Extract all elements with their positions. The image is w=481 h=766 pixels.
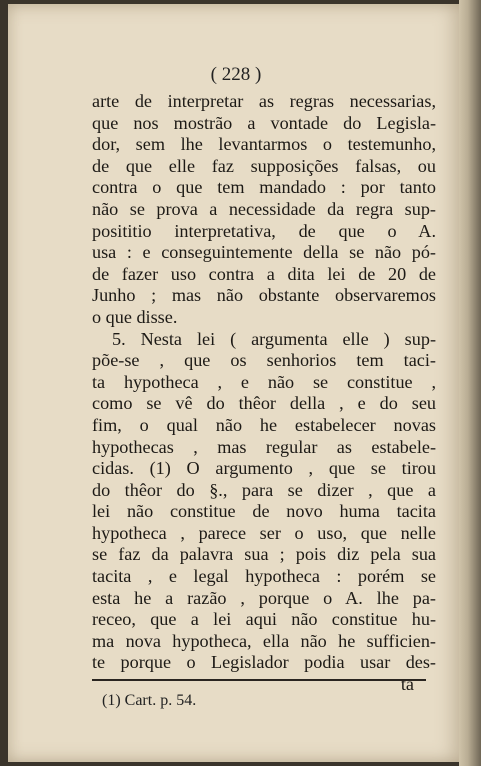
text-line: cidas. (1) O argumento , que se tirou bbox=[92, 458, 436, 479]
text-line: de que elle faz supposições falsas, ou bbox=[92, 155, 436, 176]
text-line: ta hypotheca , e não se constitue , bbox=[92, 371, 436, 392]
text-line: lei não constitue de novo huma tacita bbox=[92, 501, 436, 522]
text-line: não se prova a necessidade da regra sup- bbox=[92, 198, 436, 219]
text-line: contra o que tem mandado : por tanto bbox=[92, 177, 436, 198]
text-line: esta he a razão , porque o A. lhe pa- bbox=[92, 587, 436, 608]
footnote-rule bbox=[92, 679, 426, 681]
text-line: posititio interpretativa, de que o A. bbox=[92, 220, 436, 241]
text-line: se faz da palavra sua ; pois diz pela sua bbox=[92, 544, 436, 565]
book-page bbox=[8, 4, 464, 762]
text-line: Junho ; mas não obstante observaremos bbox=[92, 285, 436, 306]
text-line: como se vê do thêor della , e do seu bbox=[92, 393, 436, 414]
page-number: ( 228 ) bbox=[210, 64, 262, 85]
text-line: hypotheca , parece ser o uso, que nelle bbox=[92, 522, 436, 543]
footnote: (1) Cart. p. 54. bbox=[102, 692, 197, 709]
text-line: usa : e conseguintemente della se não pó- bbox=[92, 242, 436, 263]
text-line: tacita , e legal hypotheca : porém se bbox=[92, 566, 436, 587]
text-line: hypothecas , mas regular as estabele- bbox=[92, 436, 436, 457]
text-line: fim, o qual não he estabelecer novas bbox=[92, 414, 436, 435]
text-line: 5. Nesta lei ( argumenta elle ) sup- bbox=[112, 328, 436, 349]
book-edge bbox=[459, 0, 481, 766]
body-text bbox=[92, 91, 436, 696]
text-line: de fazer uso contra a dita lei de 20 de bbox=[92, 263, 436, 284]
text-line: do thêor do §., para se dizer , que a bbox=[92, 479, 436, 500]
text-line: que nos mostrão a vontade do Legisla- bbox=[92, 112, 436, 133]
text-line: põe-se , que os senhorios tem taci- bbox=[92, 350, 436, 371]
text-line: o que disse. bbox=[92, 306, 178, 327]
text-line: receo, que a lei aqui não constitue hu- bbox=[92, 609, 436, 630]
text-line: arte de interpretar as regras necessarias, bbox=[92, 91, 436, 111]
text-line: dor, sem lhe levantarmos o testemunho, bbox=[92, 134, 436, 155]
text-line: te porque o Legislador podia usar des- bbox=[92, 652, 436, 673]
catchword: ta bbox=[400, 674, 414, 695]
text-line: ma nova hypotheca, ella não he sufficien- bbox=[92, 630, 436, 651]
